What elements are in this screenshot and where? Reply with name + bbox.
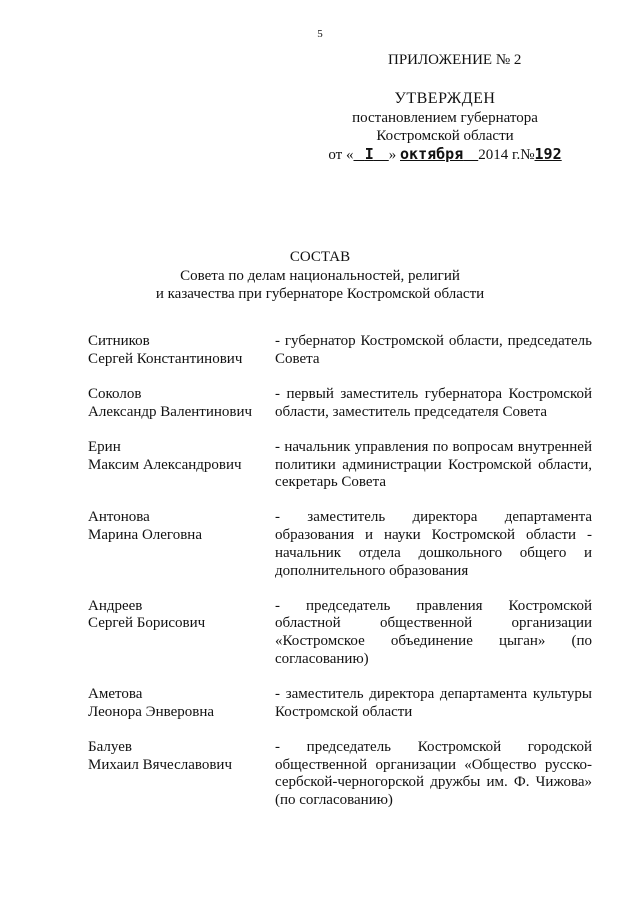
members-list <box>88 333 592 827</box>
approved-stamp: УТВЕРЖДЕН <box>394 90 496 107</box>
member-name <box>88 439 275 492</box>
heading-line-2: и казачества при губернаторе Костромской области <box>155 286 485 302</box>
member-surname: Балуев <box>88 738 132 755</box>
member-given-name: Александр Валентинович <box>88 403 253 420</box>
approval-block <box>300 90 590 164</box>
day-value: I <box>364 145 374 163</box>
member-surname: Аметова <box>88 686 143 703</box>
member-role: - председатель правления Костромской областной общественной организации «Костромское объединение цыган» (по согласованию) <box>275 597 592 667</box>
member-name <box>88 739 275 810</box>
member-role: - заместитель директора департамента культуры Костромской области <box>275 686 592 720</box>
member-name <box>88 686 275 721</box>
heading-line-1: Совета по делам национальностей, религий <box>180 268 460 284</box>
member-role: - начальник управления по вопросам внутренней политики администрации Костромской области, секретарь Совета <box>275 438 592 491</box>
member-given-name: Марина Олеговна <box>88 527 202 544</box>
member-given-name: Максим Александрович <box>88 456 242 473</box>
member-name <box>88 386 275 421</box>
member-surname: Антонова <box>88 509 150 526</box>
member-given-name: Сергей Константинович <box>88 350 243 367</box>
member-name <box>88 333 275 368</box>
member-entry <box>88 333 592 368</box>
member-role: - первый заместитель губернатора Костромской области, заместитель председателя Совета <box>275 385 592 420</box>
number-field <box>535 147 562 163</box>
year-text: 2014 г.№ <box>478 147 535 163</box>
member-entry <box>88 598 592 669</box>
member-entry <box>88 439 592 492</box>
member-entry <box>88 739 592 810</box>
member-given-name: Леонора Энверовна <box>88 703 215 720</box>
approval-line-1: постановлением губернатора <box>352 110 538 126</box>
member-surname: Соколов <box>88 385 142 402</box>
appendix-label: ПРИЛОЖЕНИЕ № 2 <box>388 52 522 68</box>
member-surname: Андреев <box>88 597 143 614</box>
document-heading <box>0 248 640 303</box>
month-field <box>400 147 478 163</box>
member-entry <box>88 686 592 721</box>
date-prefix: от « <box>328 147 354 163</box>
day-field <box>353 147 388 163</box>
member-surname: Ситников <box>88 333 150 349</box>
member-entry <box>88 509 592 580</box>
number-value: 192 <box>534 145 562 163</box>
member-name <box>88 598 275 669</box>
member-role: - заместитель директора департамента образования и науки Костромской области - начальник отдела дошкольного общего и дополнительного образования <box>275 509 592 579</box>
member-given-name: Михаил Вячеславович <box>88 756 233 773</box>
approval-line-2: Костромской области <box>376 128 514 144</box>
member-given-name: Сергей Борисович <box>88 615 206 632</box>
member-role: - председатель Костромской городской общественной организации «Общество русско-сербской-черногорской дружбы им. Ф. Чижова» (по согласованию) <box>275 738 592 809</box>
approval-date-line <box>300 145 590 164</box>
member-role: - губернатор Костромской области, председатель Совета <box>275 333 592 367</box>
date-mid: » <box>388 147 397 163</box>
page-number: 5 <box>317 28 323 40</box>
member-surname: Ерин <box>88 438 121 455</box>
member-name <box>88 509 275 580</box>
heading-title: СОСТАВ <box>289 249 351 265</box>
member-entry <box>88 386 592 421</box>
month-value: октября <box>400 145 464 163</box>
